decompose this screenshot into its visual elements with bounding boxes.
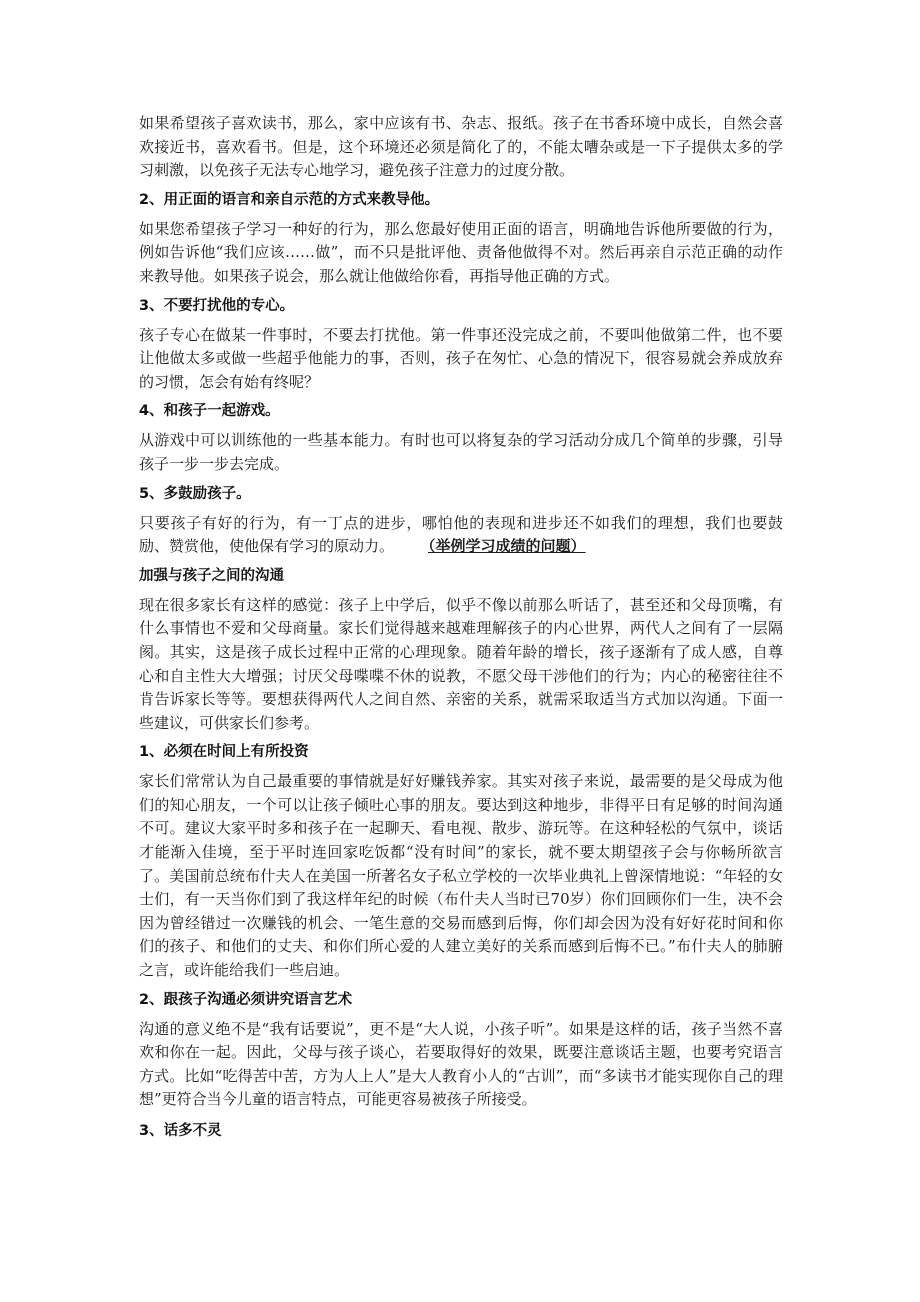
paragraph-encourage (139, 512, 783, 559)
paragraph-bookish-environment: 如果希望孩子喜欢读书，那么，家中应该有书、杂志、报纸。孩子在书香环境中成长，自然会喜欢接近书，喜欢看书。但是，这个环境还必须是简化了的，不能太嘈杂或是一下子提供太多的学习刺激，以免孩子无法专心地学习，避免孩子注意力的过度分散。 (139, 114, 783, 180)
heading-do-not-disturb: 3、不要打扰他的专心。 (139, 297, 295, 314)
paragraph-invest-time: 家长们常常认为自己最重要的事情就是好好赚钱养家。其实对孩子来说，最需要的是父母成为他们的知心朋友，一个可以让孩子倾吐心事的朋友。要达到这种地步，非得平日有足够的时间沟通不可。建议大家平时多和孩子在一起聊天、看电视、散步、游玩等。在这种轻松的气氛中，谈话才能渐入佳境，至于平时连回家吃饭都“没有时间”的家长，就不要太期望孩子会与你畅所欲言了。美国前总统布什夫人在美国一所著名女子私立学校的一次毕业典礼上曾深情地说：“年轻的女士们，有一天当你们到了我这样年纪的时候（布什夫人当时已70岁）你们回顾你们一生，决不会因为曾经错过一次赚钱的机会、一笔生意的交易而感到后悔，你们却会因为没有好好花时间和你们的孩子、和他们的丈夫、和你们所心爱的人建立美好的关系而感到后悔不已。”布什夫人的肺腑之言，或许能给我们一些启迪。 (139, 772, 783, 980)
heading-positive-language: 2、用正面的语言和亲自示范的方式来教导他。 (139, 191, 440, 208)
paragraph-encourage-text: 只要孩子有好的行为，有一丁点的进步，哪怕他的表现和进步还不如我们的理想，我们也要鼓励、赞赏他，使他保有学习的原动力。 (139, 513, 783, 556)
paragraph-do-not-disturb: 孩子专心在做某一件事时，不要去打扰他。第一件事还没完成之前，不要叫他做第二件，也不要让他做太多或做一些超乎他能力的事，否则，孩子在匆忙、心急的情况下，很容易就会养成放弃的习惯，怎会有始有终呢？ (139, 325, 783, 391)
paragraph-communication: 现在很多家长有这样的感觉：孩子上中学后，似乎不像以前那么听话了，甚至还和父母顶嘴，有什么事情也不爱和父母商量。家长们觉得越来越难理解孩子的内心世界，两代人之间有了一层隔阂。其实，这是孩子成长过程中正常的心理现象。随着年龄的增长，孩子逐渐有了成人感，自尊心和自主性大大增强；讨厌父母喋喋不休的说教，不愿父母干涉他们的行为；内心的秘密往往不肯告诉家长等等。要想获得两代人之间自然、亲密的关系，就需采取适当方式加以沟通。下面一些建议，可供家长们参考。 (139, 595, 783, 732)
heading-too-many-words: 3、话多不灵 (139, 1123, 222, 1139)
example-note: （举例学习成绩的问题） (428, 537, 586, 556)
heading-play-together: 4、和孩子一起游戏。 (139, 403, 280, 420)
paragraph-positive-language: 如果您希望孩子学习一种好的行为，那么您最好使用正面的语言，明确地告诉他所要做的行为，例如告诉他“我们应该……做”，而不只是批评他、责备他做得不对。然后再亲自示范正确的动作来教导他。如果孩子说会，那么就让他做给你看，再指导他正确的方式。 (139, 219, 783, 285)
heading-communication: 加强与孩子之间的沟通 (139, 567, 284, 584)
heading-encourage: 5、多鼓励孩子。 (139, 485, 251, 502)
paragraph-language-art: 沟通的意义绝不是“我有话要说”，更不是“大人说，小孩子听”。如果是这样的话，孩子当然不喜欢和你在一起。因此，父母与孩子谈心，若要取得好的效果，既要注意谈话主题，也要考究语言方式。比如“吃得苦中苦，方为人上人”是大人教育小人的“古训”，而“多读书才能实现你自己的理想”更符合当今儿童的语言特点，可能更容易被孩子所接受。 (139, 1019, 783, 1109)
heading-language-art: 2、跟孩子沟通必须讲究语言艺术 (139, 991, 353, 1008)
paragraph-play-together: 从游戏中可以训练他的一些基本能力。有时也可以将复杂的学习活动分成几个简单的步骤，引导孩子一步一步去完成。 (139, 431, 783, 473)
heading-invest-time: 1、必须在时间上有所投资 (139, 744, 309, 761)
document-body (139, 112, 783, 1143)
